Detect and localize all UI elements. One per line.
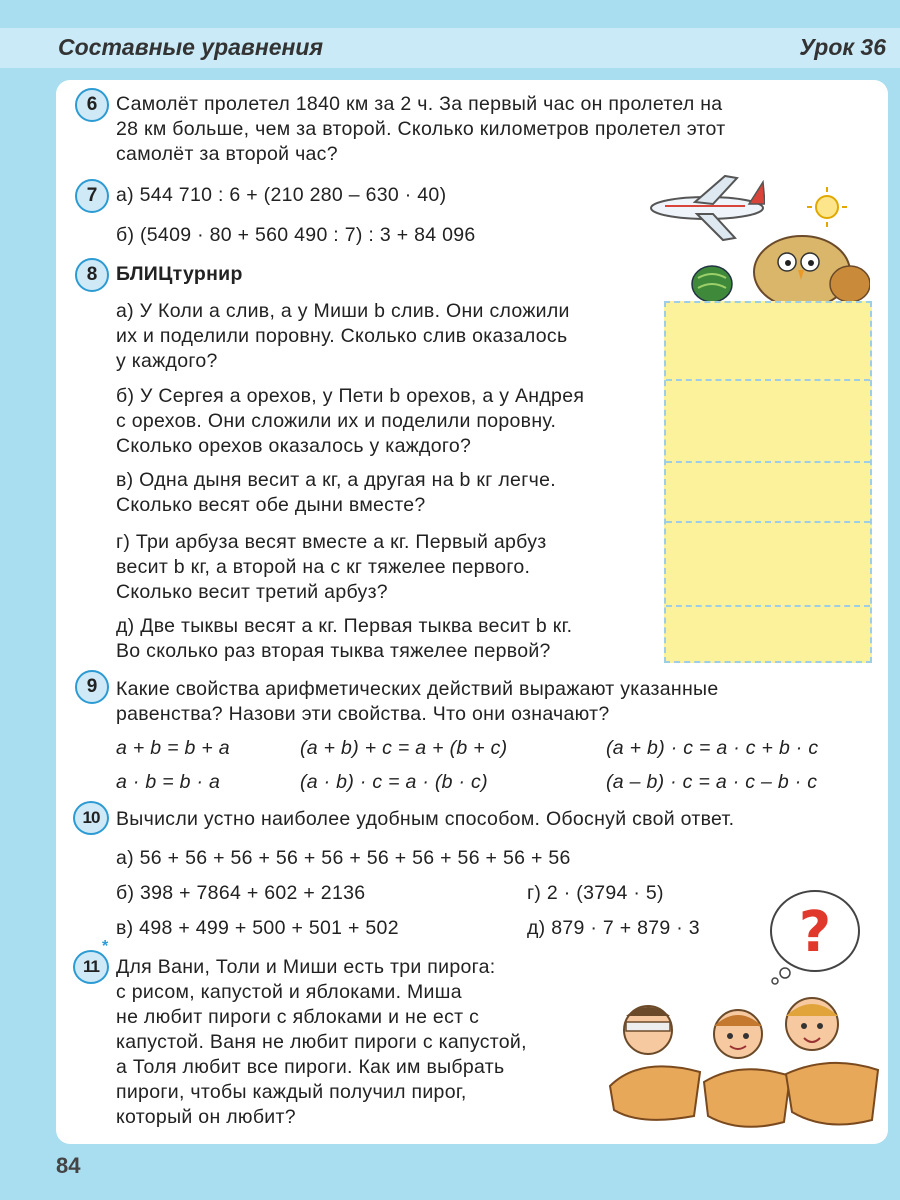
task-11-line: а Толя любит все пироги. Как им выбрать — [116, 1056, 505, 1078]
answer-box-divider — [666, 521, 870, 523]
task-number-8: 8 — [75, 258, 109, 292]
task-10-text: Вычисли устно наиболее удобным способом. Обоснуй свой ответ. — [116, 808, 735, 830]
task-number-7: 7 — [75, 179, 109, 213]
task-8-a-line: а) У Коли a слив, а у Миши b слив. Они сложили — [116, 300, 570, 322]
equation-associative-mul: (a · b) · c = a · (b · c) — [300, 771, 488, 793]
answer-box-divider — [666, 605, 870, 607]
task-10-b: б) 398 + 7864 + 602 + 2136 — [116, 882, 366, 904]
task-8-d-line: Сколько весит третий арбуз? — [116, 581, 388, 603]
task-10-a: а) 56 + 56 + 56 + 56 + 56 + 56 + 56 + 56 + 56 + 56 — [116, 847, 571, 869]
task-8-e-line: д) Две тыквы весят a кг. Первая тыква весит b кг. — [116, 615, 573, 637]
task-8-e — [116, 614, 572, 664]
task-8-a-line: у каждого? — [116, 350, 218, 372]
difficulty-star: * — [102, 938, 109, 955]
task-8-a-line: их и поделили поровну. Сколько слив оказалось — [116, 325, 568, 347]
task-8-b-line: б) У Сергея a орехов, у Пети b орехов, а у Андрея — [116, 385, 585, 407]
task-9-line: Какие свойства арифметических действий выражают указанные — [116, 678, 719, 700]
task-number-10: 10 — [73, 801, 109, 835]
task-8-c-line: Сколько весят обе дыни вместе? — [116, 494, 426, 516]
header-bar — [0, 28, 900, 68]
svg-text:?: ? — [798, 900, 832, 965]
task-8-a — [116, 299, 570, 374]
task-8-e-line: Во сколько раз вторая тыква тяжелее первой? — [116, 640, 551, 662]
task-8-d — [116, 530, 547, 605]
owl-melon-illustration — [690, 228, 870, 304]
task-8-d-line: весит b кг, а второй на c кг тяжелее первого. — [116, 556, 531, 578]
boys-with-pies-illustration — [600, 990, 882, 1140]
task-11-line: который он любит? — [116, 1106, 296, 1128]
task-9-line: равенства? Назови эти свойства. Что они означают? — [116, 703, 610, 725]
task-11-line: капустой. Ваня не любит пироги с капустой, — [116, 1031, 527, 1053]
question-mark-icon — [765, 885, 865, 985]
sun-illustration — [805, 185, 853, 229]
task-number-11: 11 — [73, 950, 109, 984]
answer-box — [664, 301, 872, 663]
lesson-label: Урок 36 — [799, 34, 886, 60]
task-8-d-line: г) Три арбуза весят вместе a кг. Первый арбуз — [116, 531, 547, 553]
equation-distributive-add: (a + b) · c = a · c + b · c — [606, 737, 819, 759]
task-10-g: г) 2 · (3794 · 5) — [527, 882, 664, 904]
task-8-b-line: c орехов. Они сложили их и поделили поровну. — [116, 410, 557, 432]
equation-commutative-add: a + b = b + a — [116, 737, 230, 759]
page-title: Составные уравнения — [58, 34, 323, 60]
task-8-b-line: Сколько орехов оказалось у каждого? — [116, 435, 472, 457]
task-6-line: самолёт за второй час? — [116, 143, 338, 165]
task-9-text — [116, 677, 718, 727]
task-11-line: с рисом, капустой и яблоками. Миша — [116, 981, 462, 1003]
task-6-text — [116, 92, 872, 167]
equation-commutative-mul: a · b = b · a — [116, 771, 221, 793]
answer-box-divider — [666, 379, 870, 381]
task-11-line: пироги, чтобы каждый получил пирог, — [116, 1081, 467, 1103]
task-11-line: не любит пироги с яблоками и не ест с — [116, 1006, 480, 1028]
task-11-text — [116, 955, 566, 1130]
task-8-c — [116, 468, 556, 518]
answer-box-divider — [666, 461, 870, 463]
equation-associative-add: (a + b) + c = a + (b + c) — [300, 737, 508, 759]
task-number-9: 9 — [75, 670, 109, 704]
task-number-6: 6 — [75, 88, 109, 122]
task-6-line: 28 км больше, чем за второй. Сколько километров пролетел этот — [116, 118, 726, 140]
task-7-b: б) (5409 · 80 + 560 490 : 7) : 3 + 84 096 — [116, 224, 476, 246]
task-7-a: а) 544 710 : 6 + (210 280 – 630 · 40) — [116, 184, 447, 206]
page-number: 84 — [56, 1153, 81, 1178]
equation-distributive-sub: (a – b) · c = a · c – b · c — [606, 771, 818, 793]
task-10-v: в) 498 + 499 + 500 + 501 + 502 — [116, 917, 399, 939]
task-11-line: Для Вани, Толи и Миши есть три пирога: — [116, 956, 496, 978]
task-8-b — [116, 384, 584, 459]
task-6-line: Самолёт пролетел 1840 км за 2 ч. За первый час он пролетел на — [116, 93, 723, 115]
task-8-title: БЛИЦтурнир — [116, 263, 243, 285]
task-10-d: д) 879 · 7 + 879 · 3 — [527, 917, 700, 939]
task-8-c-line: в) Одна дыня весит a кг, а другая на b кг легче. — [116, 469, 556, 491]
